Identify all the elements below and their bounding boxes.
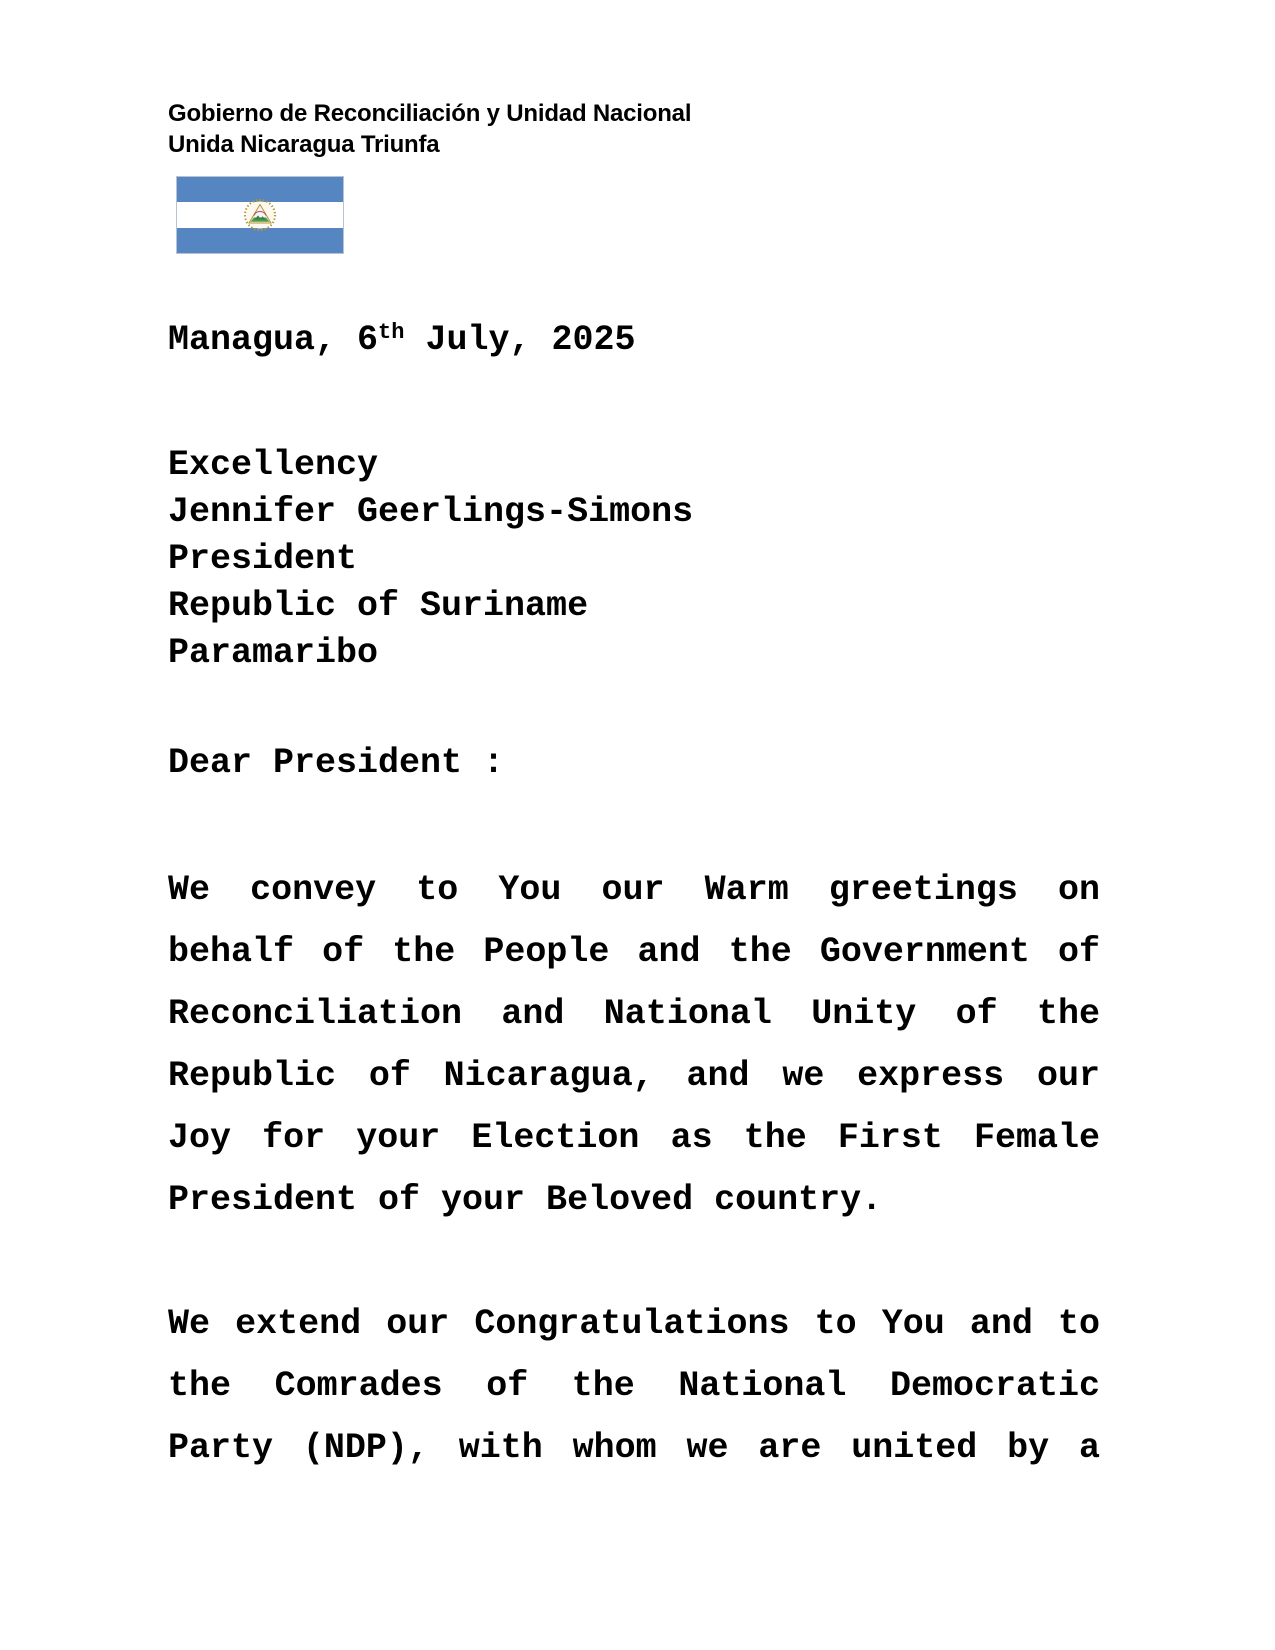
recipient-title: President (168, 539, 358, 579)
letterhead (168, 0, 1100, 160)
paragraph-congratulations: We extend our Congratulations to You and to the Comrades of the National Democratic Party (NDP), with whom we are united by a (168, 1304, 1100, 1468)
recipient-country: Republic of Suriname (168, 586, 589, 626)
date-prefix: Managua, 6 (168, 320, 379, 360)
nicaragua-flag-icon (176, 176, 344, 254)
flag-stripe-top (176, 176, 344, 202)
org-subtitle: Unida Nicaragua Triunfa (168, 131, 440, 158)
salutation: Dear President : (168, 743, 505, 783)
paragraph-greeting: We convey to You our Warm greetings on behalf of the People and the Government of Reconciliation and National Unity of the Republic of Nicaragua, and we express our Joy for your Election as the First Female President of your Beloved country. (168, 870, 1100, 1220)
recipient-address (168, 442, 1100, 677)
flag-stripe-bottom (176, 228, 344, 254)
recipient-name: Jennifer Geerlings-Simons (168, 492, 694, 532)
recipient-city: Paramaribo (168, 633, 379, 673)
recipient-honorific: Excellency (168, 445, 379, 485)
date-ordinal-superscript: th (378, 320, 405, 345)
org-title: Gobierno de Reconciliación y Unidad Nacional (168, 100, 692, 127)
date-line (168, 317, 1100, 367)
date-suffix: July, 2025 (404, 320, 636, 360)
